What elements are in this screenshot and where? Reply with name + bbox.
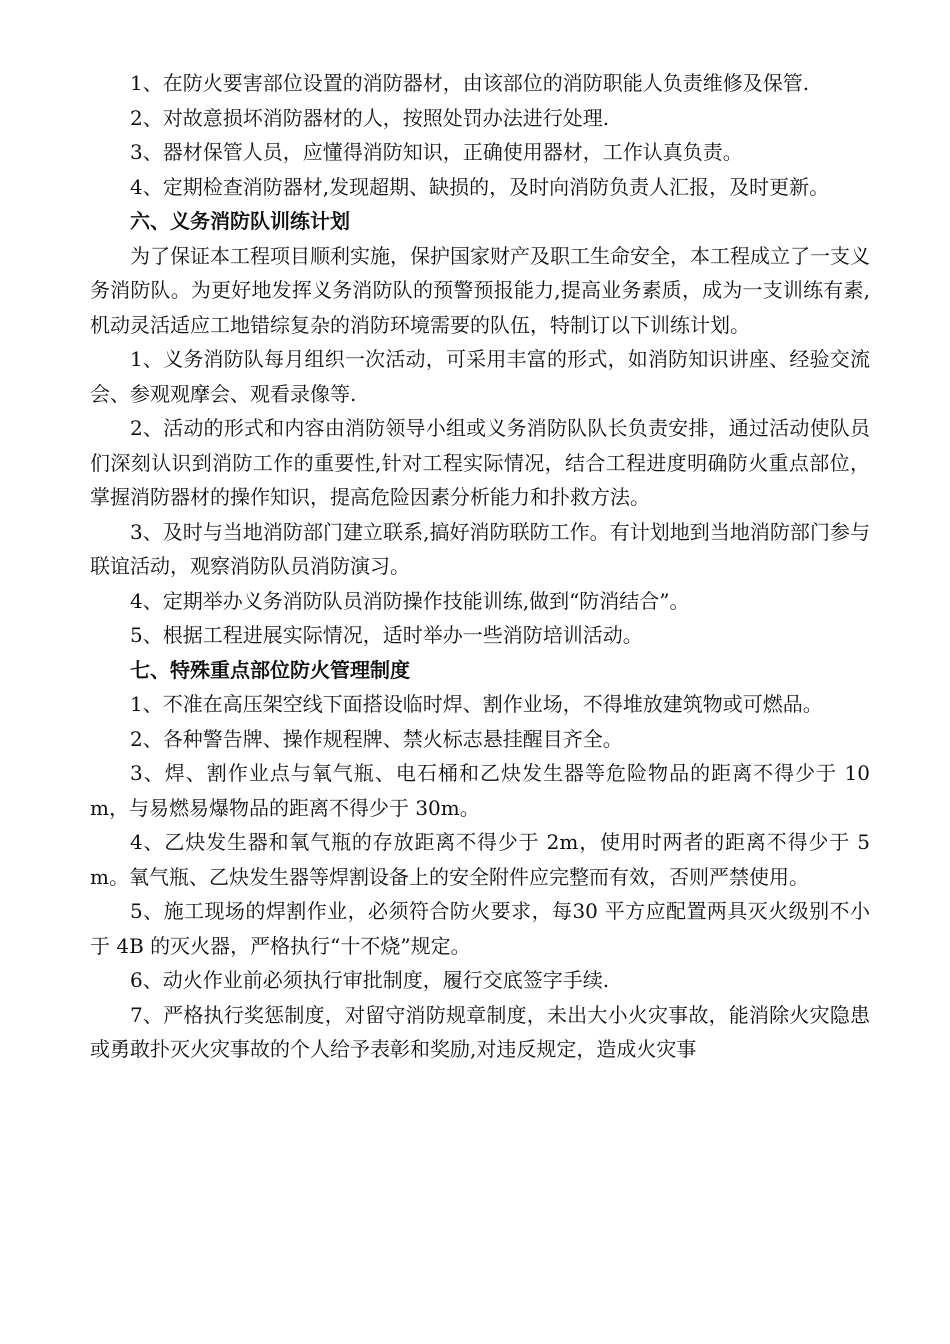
- paragraph: 2、活动的形式和内容由消防领导小组或义务消防队队长负责安排，通过活动使队员们深刻认识到消防工作的重要性,针对工程实际情况，结合工程进度明确防火重点部位，掌握消防器材的操作知识，提高危险因素分析能力和扑救方法。: [90, 416, 870, 509]
- paragraph: 3、及时与当地消防部门建立联系,搞好消防联防工作。有计划地到当地消防部门参与联谊活动，观察消防队员消防演习。: [90, 519, 870, 578]
- paragraph: 3、焊、割作业点与氧气瓶、电石桶和乙炔发生器等危险物品的距离不得少于 10m，与易燃易爆物品的距离不得少于 30m。: [90, 761, 870, 820]
- paragraph: 1、不准在高压架空线下面搭设临时焊、割作业场，不得堆放建筑物或可燃品。: [130, 692, 823, 716]
- paragraph: 4、定期检查消防器材,发现超期、缺损的，及时向消防负责人汇报，及时更新。: [130, 174, 830, 199]
- paragraph: 5、根据工程进展实际情况，适时举办一些消防培训活动。: [130, 623, 643, 647]
- paragraph: 2、对故意损坏消防器材的人，按照处罚办法进行处理.: [130, 105, 610, 130]
- paragraph: 7、严格执行奖惩制度，对留守消防规章制度，未出大小火灾事故，能消除火灾隐患或勇敢扑灭火灾事故的个人给予表彰和奖励,对违反规定，造成火灾事: [90, 1002, 870, 1061]
- document-page: [90, 66, 870, 1067]
- paragraph: 4、定期举办义务消防队员消防操作技能训练,做到“防消结合”。: [130, 588, 690, 613]
- section-heading: 六、义务消防队训练计划: [130, 209, 350, 233]
- paragraph: 1、义务消防队每月组织一次活动，可采用丰富的形式，如消防知识讲座、经验交流会、参观观摩会、观看录像等.: [90, 347, 870, 406]
- paragraph: 1、在防火要害部位设置的消防器材，由该部位的消防职能人负责维修及保管.: [130, 71, 810, 95]
- paragraph: 5、施工现场的焊割作业，必须符合防火要求，每30 平方应配置两具灭火级别不小于 4B 的灭火器，严格执行“十不烧”规定。: [90, 899, 870, 958]
- paragraph: 6、动火作业前必须执行审批制度，履行交底签字手续.: [130, 968, 610, 992]
- paragraph: 为了保证本工程项目顺利实施，保护国家财产及职工生命安全，本工程成立了一支义务消防队。为更好地发挥义务消防队的预警预报能力,提高业务素质，成为一支训练有素,机动灵活适应工地错综复杂的消防环境需要的队伍，特制订以下训练计划。: [90, 243, 870, 337]
- paragraph: 2、各种警告牌、操作规程牌、禁火标志悬挂醒目齐全。: [130, 726, 623, 751]
- paragraph: 4、乙炔发生器和氧气瓶的存放距离不得少于 2m，使用时两者的距离不得少于 5m。氧气瓶、乙炔发生器等焊割设备上的安全附件应完整而有效，否则严禁使用。: [90, 830, 870, 889]
- paragraph: 3、器材保管人员，应懂得消防知识，正确使用器材，工作认真负责。: [130, 140, 743, 164]
- section-heading: 七、特殊重点部位防火管理制度: [130, 657, 410, 682]
